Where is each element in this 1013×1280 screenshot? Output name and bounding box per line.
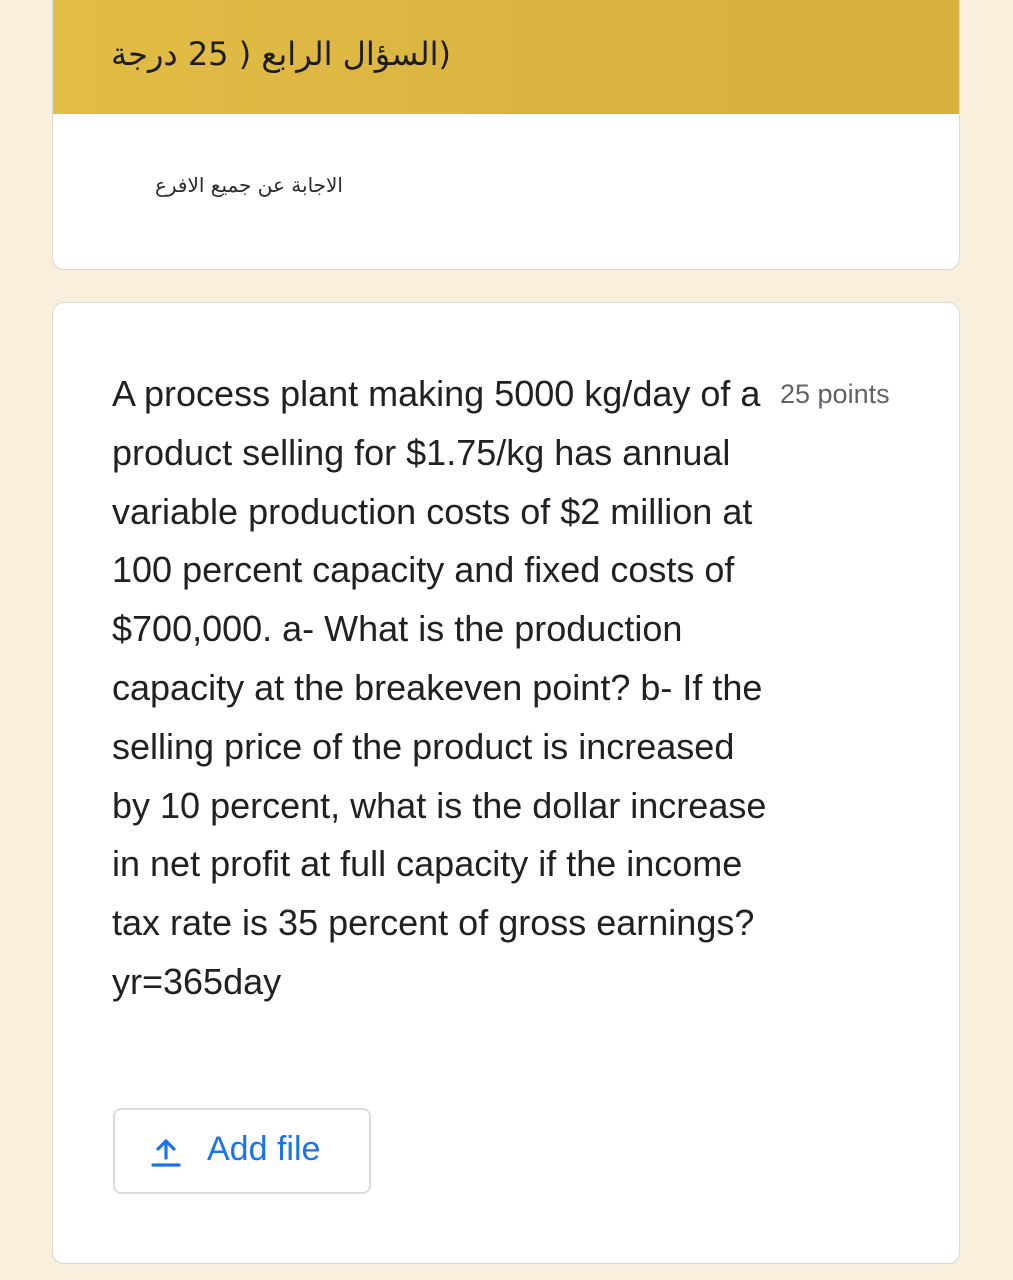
add-file-button[interactable] xyxy=(113,1108,371,1194)
section-header xyxy=(53,0,959,114)
add-file-label: Add file xyxy=(207,1130,321,1168)
question-text: A process plant making 5000 kg/day of a product selling for $1.75/kg has annual variable production costs of $2 million at 100 percent capacity and fixed costs of $700,000. a- What is the production capacity at the breakeven point? b- If the selling price of the product is increased by 10 percent, what is the dollar increase in net profit at full capacity if the income tax rate is 35 percent of gross earnings? yr=365day xyxy=(112,373,767,1002)
section-description: الاجابة عن جميع الافرع xyxy=(154,173,343,197)
upload-icon xyxy=(149,1138,183,1168)
points-badge: 25 points xyxy=(780,379,890,409)
section-title: (السؤال الرابع ( 25 درجة xyxy=(111,35,451,73)
section-card xyxy=(52,0,960,270)
question-card xyxy=(52,302,960,1264)
